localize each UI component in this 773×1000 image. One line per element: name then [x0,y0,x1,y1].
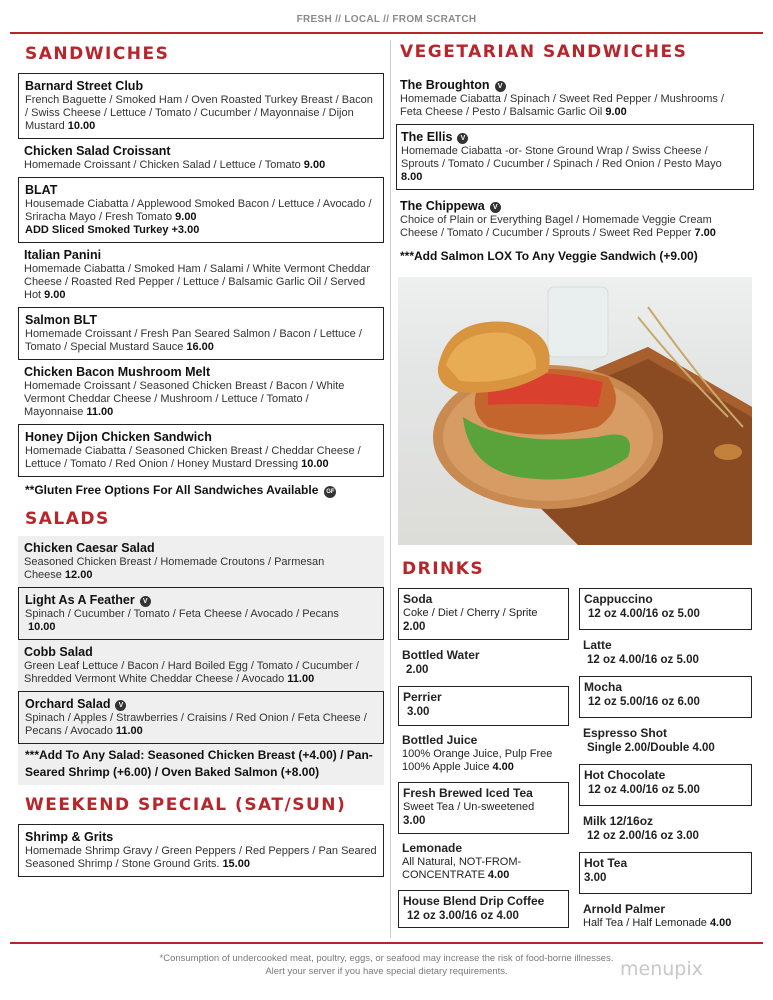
right-column [396,44,754,265]
drink-price: 3.00 [407,706,430,718]
item-name: Chicken Salad Croissant [24,144,171,158]
item-price: 8.00 [401,171,423,183]
drink-name: Milk 12/16oz [583,814,654,828]
drink-espresso-shot [579,718,752,764]
item-addon: ADD Sliced Smoked Turkey +3.00 [25,224,200,236]
drink-price: 12 oz 3.00/16 oz 4.00 [407,910,519,922]
menu-item-blat [18,177,384,243]
item-name: Italian Panini [24,248,102,262]
item-price: 7.00 [694,227,716,239]
drink-price: 2.00 [403,621,426,633]
drinks-right-column [579,588,752,938]
drink-name: Bottled Juice [402,733,478,747]
menu-item-light-as-a-feather [18,587,384,640]
footer-line-2: Alert your server if you have special dietary requirements. [265,966,508,977]
item-name: The Chippewa [400,199,485,213]
drink-soda [398,588,569,640]
drink-name: Cappuccino [584,592,653,606]
item-price: 9.00 [44,289,66,301]
column-divider [390,40,391,938]
footer-line-1: *Consumption of undercooked meat, poultry, eggs, or seafood may increase the risk of food-borne illnesses. [159,953,614,964]
drink-price: 4.00 [492,761,514,773]
vegetarian-title: VEGETARIAN SANDWICHES [400,42,688,62]
item-price: 11.00 [86,406,114,418]
drink-house-blend-coffee [398,890,569,928]
sandwich-photo [398,277,752,545]
item-price: 15.00 [222,858,250,870]
salads-title: SALADS [25,509,110,529]
bottom-rule [10,942,763,944]
item-desc: Housemade Ciabatta / Applewood Smoked Bacon / Lettuce / Avocado / Sriracha Mayo / Fresh Tomato [25,198,372,223]
item-desc: Homemade Ciabatta / Seasoned Chicken Breast / Cheddar Cheese / Lettuce / Tomato / Red Onion / Honey Mustard Dressing [25,445,361,470]
item-name: Light As A Feather [25,593,135,607]
vegetarian-icon: V [490,202,501,213]
drink-price: 12 oz 2.00/16 oz 3.00 [587,830,699,842]
item-desc: Homemade Shrimp Gravy / Green Peppers / Red Peppers / Pan Seared Seasoned Shrimp / Stone Ground Grits. [25,845,377,870]
item-name: Chicken Caesar Salad [24,541,155,555]
drink-desc-2: 100% Apple Juice [402,761,490,773]
item-price: 11.00 [287,673,315,685]
item-price: 9.00 [605,106,627,118]
vegetarian-icon: V [115,700,126,711]
item-price: 10.00 [28,621,56,633]
drink-latte [579,630,752,676]
drink-name: Soda [403,592,433,606]
drink-hot-tea [579,852,752,894]
left-column [18,46,384,877]
item-name: The Broughton [400,78,490,92]
item-desc: Choice of Plain or Everything Bagel / Homemade Veggie Cream Cheese / Tomato / Cucumber / Sprouts / Sweet Red Pepper [400,214,712,239]
item-desc: Green Leaf Lettuce / Bacon / Hard Boiled Egg / Tomato / Cucumber / Shredded Vermont White Cheddar Cheese / Avocado [24,660,359,685]
item-name: The Ellis [401,130,453,144]
watermark-logo: menupix [620,958,703,980]
item-desc: Spinach / Apples / Strawberries / Craisins / Red Onion / Feta Cheese / Pecans / Avocado [25,712,367,737]
drinks-left-column [398,588,569,928]
item-desc: Homemade Ciabatta -or- Stone Ground Wrap / Swiss Cheese / Sprouts / Tomato / Cucumber / Spinach / Red Onion / Pesto Mayo [401,145,722,170]
drink-name: Mocha [584,680,623,694]
menu-item-chicken-bacon-mushroom-melt [18,360,384,424]
item-desc: Homemade Croissant / Fresh Pan Seared Salmon / Bacon / Lettuce / Tomato / Special Mustard Sauce [25,328,362,353]
note-text: **Gluten Free Options For All Sandwiches Available [25,483,319,497]
drink-name: Espresso Shot [583,726,668,740]
item-name: Honey Dijon Chicken Sandwich [25,430,212,444]
menu-item-the-ellis [396,124,754,190]
item-desc: Homemade Ciabatta / Spinach / Sweet Red Pepper / Mushrooms / Feta Cheese / Pesto / Balsamic Garlic Oil [400,93,725,118]
menu-item-honey-dijon-chicken [18,424,384,477]
salad-addon-note: ***Add To Any Salad: Seasoned Chicken Breast (+4.00) / Pan-Seared Shrimp (+6.00) / Oven Baked Salmon (+8.00) [18,744,384,785]
drink-price: 3.00 [403,815,426,827]
menu-item-chicken-salad-croissant [18,139,384,177]
drink-desc: 100% Orange Juice, Pulp Free [402,748,553,760]
drink-price: 4.00 [709,917,732,929]
drink-price: 12 oz 5.00/16 oz 6.00 [588,696,700,708]
item-name: Salmon BLT [25,313,97,327]
gluten-free-note [25,481,384,499]
drink-name: House Blend Drip Coffee [403,894,545,908]
menu-item-the-chippewa [396,194,754,245]
item-desc: Seasoned Chicken Breast / Homemade Croutons / Parmesan Cheese [24,556,325,581]
drink-price: 12 oz 4.00/16 oz 5.00 [588,784,700,796]
item-price: 11.00 [115,725,143,737]
menu-item-cobb-salad [18,640,384,691]
top-rule [10,32,763,34]
item-name: Cobb Salad [24,645,93,659]
item-desc: French Baguette / Smoked Ham / Oven Roasted Turkey Breast / Bacon / Swiss Cheese / Lettuce / Tomato / Cucumber / Mayonnaise / Dijon Mustard [25,94,373,132]
menu-item-shrimp-and-grits [18,824,384,877]
drink-price: 12 oz 4.00/16 oz 5.00 [587,654,699,666]
menu-item-chicken-caesar-salad [18,536,384,587]
drink-arnold-palmer [579,894,752,938]
drink-desc: Half Tea / Half Lemonade [583,917,707,929]
drink-name: Latte [583,638,612,652]
vegetarian-icon: V [140,596,151,607]
menu-item-italian-panini [18,243,384,307]
drink-name: Perrier [403,690,442,704]
drink-price: 2.00 [406,664,429,676]
drink-price: 3.00 [584,872,607,884]
item-price: 16.00 [186,341,214,353]
item-name: Shrimp & Grits [25,830,114,844]
item-name: Barnard Street Club [25,79,144,93]
item-desc: Homemade Croissant / Chicken Salad / Lettuce / Tomato [24,159,301,171]
weekend-special-title: WEEKEND SPECIAL (SAT/SUN) [25,795,347,815]
salmon-lox-note: ***Add Salmon LOX To Any Veggie Sandwich (+9.00) [400,249,698,263]
drink-name: Fresh Brewed Iced Tea [403,786,533,800]
item-name: Chicken Bacon Mushroom Melt [24,365,211,379]
menu-item-salmon-blt [18,307,384,360]
drink-bottled-juice [398,726,569,782]
menu-item-barnard-street-club [18,73,384,139]
drink-perrier [398,686,569,726]
drink-name: Arnold Palmer [583,902,666,916]
vegetarian-icon: V [457,133,468,144]
drink-bottled-water [398,640,569,686]
drink-lemonade [398,834,569,890]
drink-name: Bottled Water [402,648,480,662]
drink-price: 12 oz 4.00/16 oz 5.00 [588,608,700,620]
item-price: 9.00 [303,159,326,171]
tagline: FRESH // LOCAL // FROM SCRATCH [296,14,477,25]
item-price: 12.00 [64,569,93,581]
drink-name: Hot Tea [584,856,628,870]
item-price: 10.00 [301,458,329,470]
item-desc: Homemade Ciabatta / Smoked Ham / Salami / White Vermont Cheddar Cheese / Roasted Red Pepper / Lettuce / Balsamic Garlic Oil / Served Hot [24,263,371,301]
drink-hot-chocolate [579,764,752,806]
drink-desc: All Natural, NOT-FROM- [402,856,522,868]
item-price: 9.00 [175,211,197,223]
sandwiches-title: SANDWICHES [25,44,170,64]
drink-milk [579,806,752,852]
item-price: 10.00 [67,120,96,132]
menu-item-the-broughton [396,73,754,124]
drink-mocha [579,676,752,718]
vegetarian-icon: V [495,81,506,92]
drink-iced-tea [398,782,569,834]
drink-desc: Sweet Tea / Un-sweetened [403,801,535,813]
sandwich-illustration [398,277,752,545]
menu-item-orchard-salad [18,691,384,744]
drink-name: Lemonade [402,841,463,855]
drink-desc-2: CONCENTRATE [402,869,485,881]
drink-price: 4.00 [487,869,510,881]
drink-cappuccino [579,588,752,630]
drink-desc: Coke / Diet / Cherry / Sprite [403,607,538,619]
drinks-title: DRINKS [402,559,485,579]
drink-price: Single 2.00/Double 4.00 [587,742,715,754]
item-desc: Homemade Croissant / Seasoned Chicken Breast / Bacon / White Vermont Cheddar Cheese / Mushroom / Lettuce / Tomato / Mayonnaise [24,380,345,418]
item-name: Orchard Salad [25,697,111,711]
gluten-free-icon: GF [324,486,336,498]
item-desc: Spinach / Cucumber / Tomato / Feta Cheese / Avocado / Pecans [25,608,339,620]
drink-name: Hot Chocolate [584,768,666,782]
item-name: BLAT [25,183,58,197]
